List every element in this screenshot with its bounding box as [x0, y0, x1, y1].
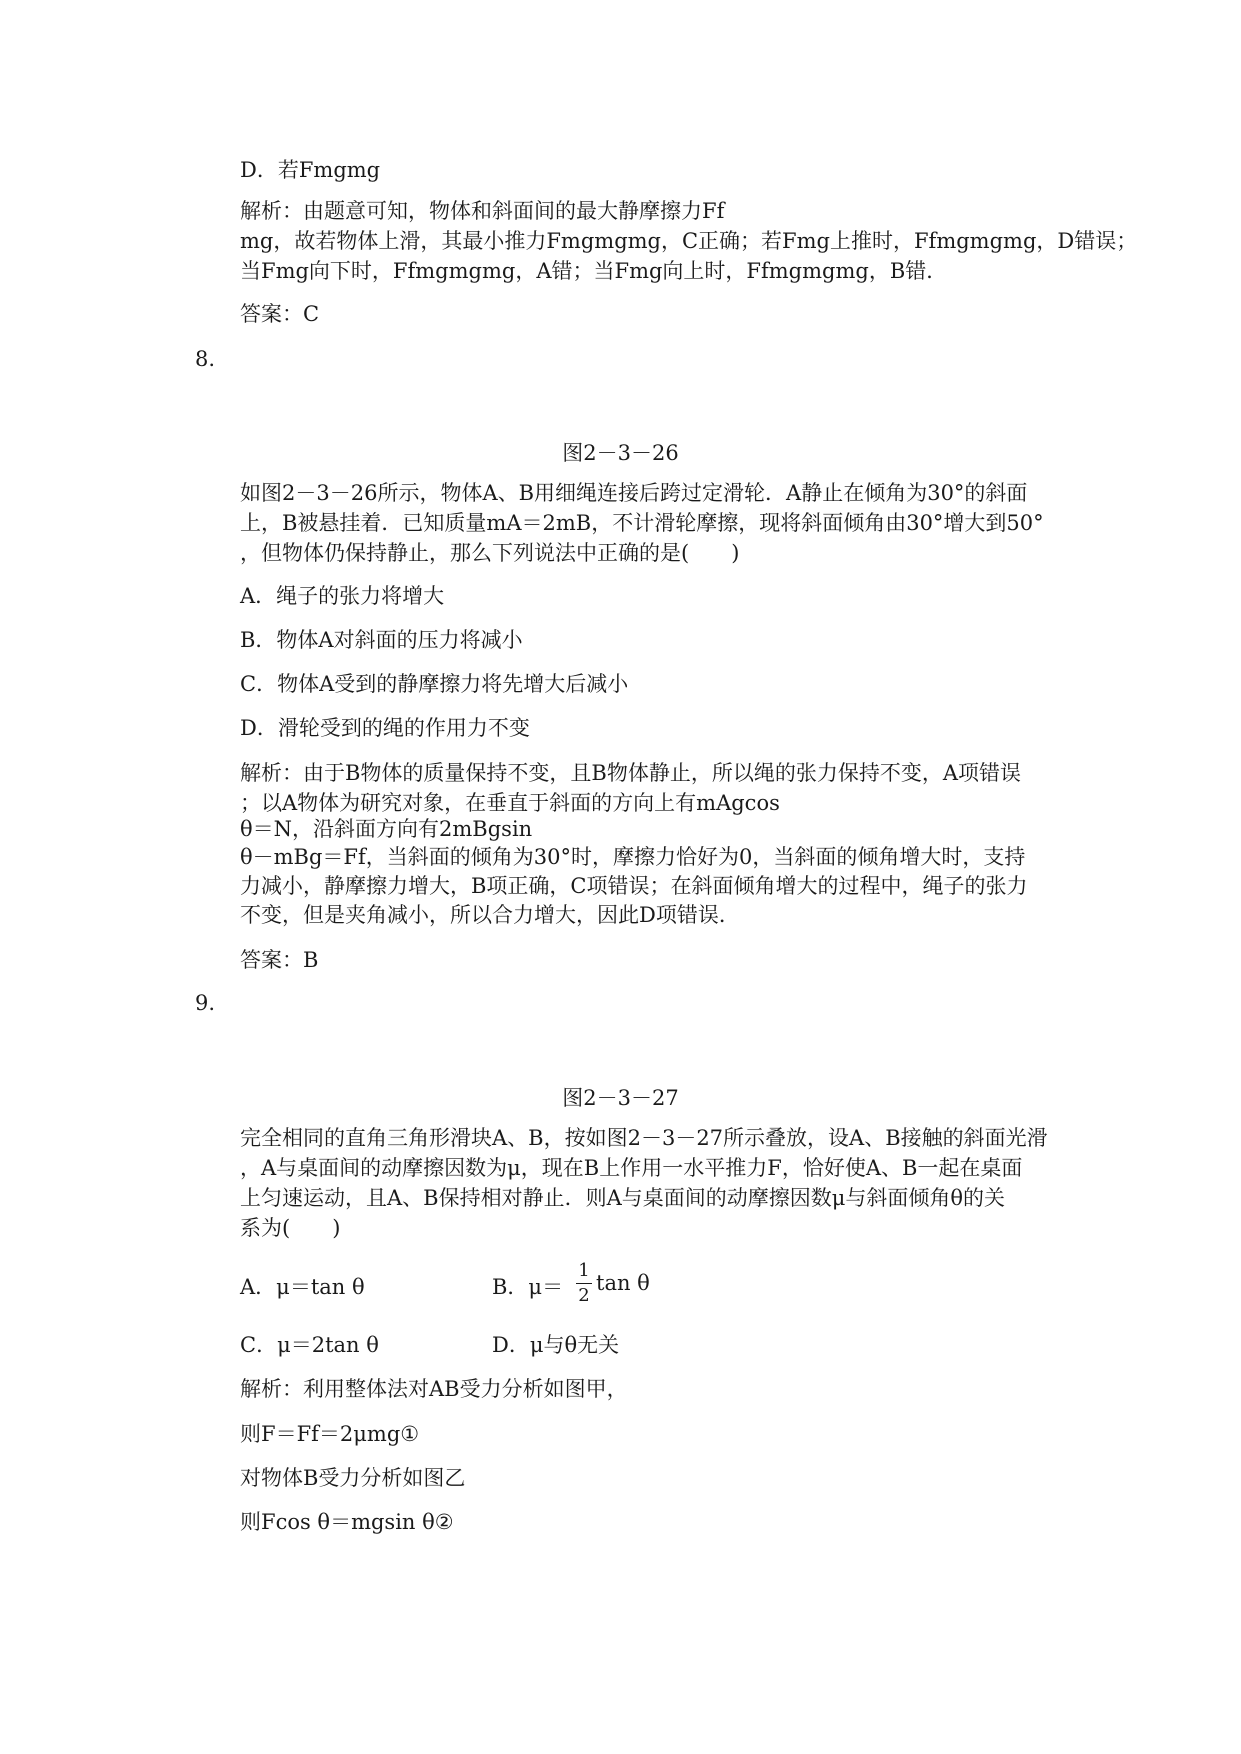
q8-stem-line: 如图2－3－26所示，物体A、B用细绳连接后跨过定滑轮．A静止在倾角为30°的斜面 — [240, 481, 1028, 505]
q8-option: C．物体A受到的静摩擦力将先增大后减小 — [240, 672, 629, 696]
fraction-numerator: 1 — [578, 1260, 590, 1281]
q8-figure-caption: 图2－3－26 — [562, 441, 679, 465]
q8-option: D．滑轮受到的绳的作用力不变 — [240, 716, 530, 740]
q9-option-b-suffix: tan θ — [596, 1271, 650, 1295]
q9-option-d: D．μ与θ无关 — [492, 1333, 620, 1357]
q9-figure-caption: 图2－3－27 — [562, 1086, 679, 1110]
q9-option-c: C．μ＝2tan θ — [240, 1333, 379, 1357]
q8-analysis-line: 解析：由于B物体的质量保持不变，且B物体静止，所以绳的张力保持不变，A项错误 — [240, 761, 1022, 785]
q7-analysis-line: 当Fmg向下时，Ffmgmgmg，A错；当Fmg向上时，Ffmgmgmg，B错． — [240, 259, 948, 283]
q8-option: A．绳子的张力将增大 — [240, 584, 445, 608]
q7-option-d: D．若Fmgmg — [240, 158, 381, 182]
q9-option-b-prefix: B．μ＝ — [492, 1275, 564, 1299]
q7-answer: 答案：C — [240, 302, 320, 326]
q8-number: 8. — [195, 347, 216, 371]
q8-analysis-line: 不变，但是夹角减小，所以合力增大，因此D项错误． — [240, 903, 740, 927]
q8-analysis-line: θ＝N，沿斜面方向有2mBgsin — [240, 817, 533, 841]
q9-analysis-line: 则F＝Ff＝2μmg① — [240, 1422, 420, 1446]
q9-stem-line: 上匀速运动，且A、B保持相对静止．则A与桌面间的动摩擦因数μ与斜面倾角θ的关 — [240, 1186, 1006, 1210]
q9-analysis-line: 解析：利用整体法对AB受力分析如图甲， — [240, 1377, 628, 1401]
q9-number: 9. — [195, 991, 216, 1015]
q8-option: B．物体A对斜面的压力将减小 — [240, 628, 523, 652]
fraction-denominator: 2 — [578, 1285, 590, 1306]
q8-analysis-line: 力减小，静摩擦力增大，B项正确，C项错误；在斜面倾角增大的过程中，绳子的张力 — [240, 874, 1028, 898]
q8-analysis-line: θ－mBg＝Ff，当斜面的倾角为30°时，摩擦力恰好为0，当斜面的倾角增大时，支持 — [240, 845, 1026, 869]
q9-stem-line: 系为( ) — [240, 1216, 341, 1240]
q8-analysis-line: ；以A物体为研究对象，在垂直于斜面的方向上有mAgcos — [240, 791, 780, 815]
q8-stem-line: 上，B被悬挂着．已知质量mA＝2mB，不计滑轮摩擦，现将斜面倾角由30°增大到50° — [240, 511, 1044, 535]
q9-analysis-line: 则Fcos θ＝mgsin θ② — [240, 1510, 454, 1534]
q9-analysis-line: 对物体B受力分析如图乙 — [240, 1466, 466, 1490]
q7-analysis-line: 解析：由题意可知，物体和斜面间的最大静摩擦力Ff — [240, 199, 725, 223]
q7-analysis-line: mg，故若物体上滑，其最小推力Fmgmgmg，C正确；若Fmg上推时，Ffmgmgmg，D错误； — [240, 229, 1138, 253]
q8-answer: 答案：B — [240, 948, 319, 972]
q9-option-b-fraction — [576, 1260, 592, 1307]
fraction-bar — [576, 1283, 592, 1284]
q9-option-a: A．μ＝tan θ — [240, 1275, 365, 1299]
q9-stem-line: ，A与桌面间的动摩擦因数为μ，现在B上作用一水平推力F，恰好使A、B一起在桌面 — [240, 1156, 1023, 1180]
q8-stem-line: ，但物体仍保持静止，那么下列说法中正确的是( ) — [240, 541, 740, 565]
q9-stem-line: 完全相同的直角三角形滑块A、B，按如图2－3－27所示叠放，设A、B接触的斜面光滑 — [240, 1126, 1048, 1150]
